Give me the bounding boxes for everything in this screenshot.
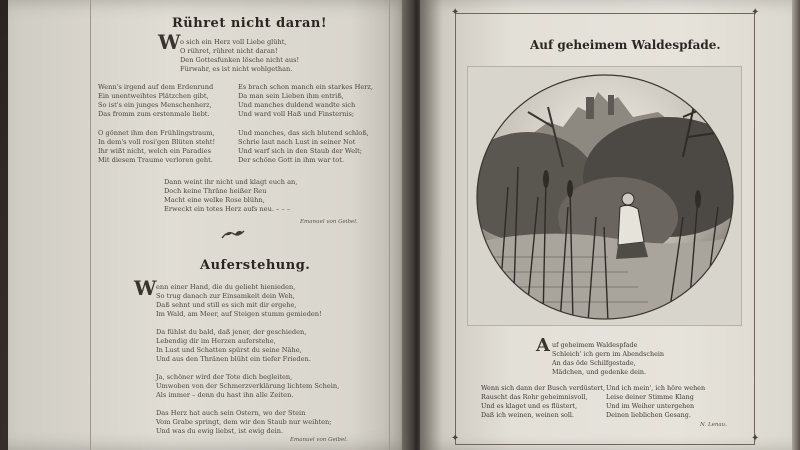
corner-ornament-icon: ✦ bbox=[451, 7, 460, 18]
right-col-b-line: Und ich mein', ich höre wehen bbox=[606, 384, 706, 392]
right-col-a-line: Rauscht das Rohr geheimnisvoll, bbox=[481, 393, 588, 401]
poem2-line: So trug danach zur Einsamkeit dein Weh, bbox=[156, 292, 295, 300]
poem2-line: Ja, schöner wird der Tote dich begleiten, bbox=[156, 373, 293, 381]
poem1-intro-line: O rühret, rühret nicht daran! bbox=[180, 47, 278, 55]
right-stanza1-line: uf geheimem Waldespfade bbox=[552, 341, 638, 349]
right-col-b-line: Und im Weiher untergehen bbox=[606, 402, 695, 410]
poem1-col-a-line: Mit diesem Traume verloren geht. bbox=[98, 156, 213, 164]
poem2-line: Im Wald, am Meer, auf Steigen stumm gemieden! bbox=[156, 310, 322, 318]
poem1-col-a-line: O gönnet ihm den Frühlingstraum, bbox=[98, 129, 215, 137]
forest-pond-engraving bbox=[468, 67, 743, 327]
right-stanza1-line: An das öde Schilfgestade, bbox=[552, 359, 636, 367]
right-poem-dropcap: A bbox=[536, 335, 550, 356]
poem1-col-b-line: Der schöne Gott in ihm war tot. bbox=[238, 156, 344, 164]
poem1-closing-line: Erweckt ein totes Herz aufs neu. – – – bbox=[164, 205, 291, 213]
right-col-b-line: Deinen lieblichen Gesang. bbox=[606, 411, 691, 419]
poem1-col-b-line: Und warf sich in den Staub der Welt; bbox=[238, 147, 362, 155]
leaf-ornament-icon bbox=[220, 226, 246, 242]
poem2-line: Vom Grabe springt, dem wir den Staub nur weihten; bbox=[156, 418, 332, 426]
right-poem-title: Auf geheimem Waldespfade. bbox=[530, 38, 721, 52]
poem2-line: Umwoben von der Schmerzverklärung lichtem Schein, bbox=[156, 382, 340, 390]
poem1-title: Rühret nicht daran! bbox=[172, 16, 328, 31]
poem1-col-b-line: Da man sein Lieben ihm entriß, bbox=[238, 92, 344, 100]
poem2-line: Daß sehnt und still es sich mit dir ergehe, bbox=[156, 301, 297, 309]
poem2-line: In Lust und Schatten spürst du seine Nähe, bbox=[156, 346, 302, 354]
poem1-col-a-line: So ist's ein junges Menschenherz, bbox=[98, 101, 212, 109]
right-col-a-line: Wenn sich dann der Busch verdüstert, bbox=[481, 384, 606, 392]
poem2-line: Da fühlst du bald, daß jener, der geschieden, bbox=[156, 328, 307, 336]
right-poem-author: N. Lenau. bbox=[700, 422, 727, 428]
poem2-line: Das Herz hat auch sein Ostern, wo der Stein bbox=[156, 409, 306, 417]
poem1-closing-line: Dann weint ihr nicht und klagt euch an, bbox=[164, 178, 298, 186]
poem2-title: Auferstehung. bbox=[200, 258, 311, 273]
poem1-col-a-line: Ein unentweihtes Plätzchen gibt, bbox=[98, 92, 209, 100]
poem1-col-b-line: Und manches, das sich blutend schloß, bbox=[238, 129, 369, 137]
corner-ornament-icon: ✦ bbox=[451, 433, 460, 444]
poem1-author: Emanuel von Geibel. bbox=[300, 219, 358, 225]
poem1-col-b-line: Es brach schon manch ein starkes Herz, bbox=[238, 83, 373, 91]
right-col-a-line: Daß ich weinen, weinen soll. bbox=[481, 411, 574, 419]
poem1-col-a-line: Ihr wißt nicht, welch ein Paradies bbox=[98, 147, 211, 155]
right-stanza1-line: Mädchen, und gedenke dein. bbox=[552, 368, 647, 376]
poem1-col-a-line: Das fromm zum erstenmale liebt. bbox=[98, 110, 210, 118]
engraving-illustration bbox=[467, 66, 742, 326]
poem1-col-a-line: In dem's voll rosi'gen Blüten steht! bbox=[98, 138, 216, 146]
poem1-col-b-line: Schrie laut nach Lust in seiner Not bbox=[238, 138, 356, 146]
poem1-col-a-line: Wenn's irgend auf dem Erdenrund bbox=[98, 83, 214, 91]
corner-ornament-icon: ✦ bbox=[751, 433, 760, 444]
poem1-col-b-line: Und manches duldend wandte sich bbox=[238, 101, 356, 109]
right-stanza1-line: Schleich' ich gern im Abendschein bbox=[552, 350, 665, 358]
poem2-line: Und aus den Thränen blüht ein tiefer Frieden. bbox=[156, 355, 311, 363]
poem1-dropcap: W bbox=[158, 30, 181, 54]
corner-ornament-icon: ✦ bbox=[751, 7, 760, 18]
poem1-closing-line: Macht eine welke Rose blühn, bbox=[164, 196, 265, 204]
poem1-col-b-line: Und ward voll Haß und Finsternis; bbox=[238, 110, 355, 118]
right-col-b-line: Leise deiner Stimme Klang bbox=[606, 393, 694, 401]
poem2-dropcap: W bbox=[134, 276, 157, 300]
poem2-author: Emanuel von Geibel. bbox=[290, 437, 348, 443]
page-edge bbox=[792, 0, 800, 450]
poem1-intro-line: Den Gottesfunken lösche nicht aus! bbox=[180, 56, 300, 64]
poem1-closing-line: Doch keine Thräne heißer Reu bbox=[164, 187, 267, 195]
poem2-line: Als immer – denn du hast ihn alle Zeiten. bbox=[156, 391, 294, 399]
poem2-line: Lebendig dir im Herzen auferstehe, bbox=[156, 337, 276, 345]
poem1-intro-line: o sich ein Herz voll Liebe glüht, bbox=[180, 38, 287, 46]
poem2-line: enn einer Hand, die du geliebt hienieden, bbox=[156, 283, 296, 291]
right-col-a-line: Und es klaget und es flüstert, bbox=[481, 402, 578, 410]
poem1-intro-line: Fürwahr, es ist nicht wohlgethan. bbox=[180, 65, 293, 73]
poem2-line: Und was du ewig liebst, ist ewig dein. bbox=[156, 427, 284, 435]
